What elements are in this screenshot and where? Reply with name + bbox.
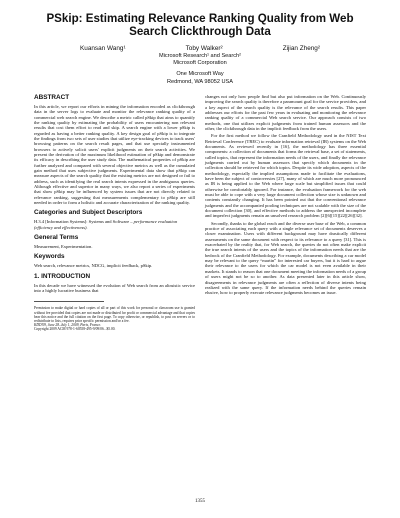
body-paragraph: For the first method we follow the Cranfield Methodology used in the NIST Text Retrieval Conference (TREC) to evaluate information retrieval (IR) systems on the Web documents. As reviewed recently in [16], the methodology has three essential components: a collection of documents that forms the retrieval base, a set of statements, called topics, that represent the information needs of the users, and finally the relevance judgments carried out by human assessors that specify which documents in the collection should be retrieved for which topics. Despite its wide adoption, aspects of the methodology, especially the implied assumptions made to facilitate the evaluations, have been the subject of controversies [27], many of which are much more pronounced as IR is being applied to the Web where large scale but simplified issues that could otherwise be comfortably ignored. For instance, the evaluation framework for the web must be able to cope with a very large document collection whose size is unknown and contents constantly changing. It has been pointed out that the conventional relevance judgments and the accompanied pooling techniques are not scalable with the size of the document collection [30], and effective methods to address the unexpected incomplete and imperfect judgments remain an unsolved research problem [2][6][15][22][26][32].	[205, 133, 366, 219]
categories-heading: Categories and Subject Descriptors	[34, 209, 143, 217]
affiliation-line: Microsoft Research¹ and Search²	[158, 53, 242, 59]
introduction-heading: 1. INTRODUCTION	[34, 272, 91, 280]
two-column-body	[34, 94, 366, 332]
affiliation-line: One Microsoft Way	[176, 71, 224, 78]
right-column	[205, 94, 366, 332]
general-terms-text: Measurement, Experimentation.	[34, 244, 93, 250]
introduction-text: In this decade we have witnessed the evolution of Web search from an altruistic service into a highly lucrative business that	[34, 282, 195, 294]
author-name: Toby Walker²	[185, 45, 223, 52]
categories-italic: performance evaluation (efficiency and effectiveness).	[34, 219, 178, 230]
copyright-line: Copyright 2009 ACM 978-1-60558-495-9/09/06...$5.00.	[34, 327, 116, 332]
author-name: Zijian Zheng²	[282, 45, 320, 52]
abstract-text: In this article, we report our efforts in mining the information encoded as clickthrough data in the server logs to evaluate and monitor the relevance ranking quality of a commercial web search engine. We describe a metric called pSkip that aims to quantify the ranking quality by estimating the probability of users encountering non relevant results that cost them effort to read and skip. A search engine with a lower pSkip is regarded as having a better ranking quality. A key design goal of pSkip is to integrate the findings from two sets of user studies that utilize eye-tracking devices to track users' browsing patterns on the search result pages, and that use specially instrumented browsers to actively solicit users' explicit judgments on their search activities. We present the derivation of the maximum likelihood estimation of pSkip and demonstrate its efficacy in describing the user study data. The mathematical properties of pSkip are further analyzed and compared with several objective metrics as well as the cumulated gain method that uses subjective judgments. Experimental data show that pSkip can measure aspects of the search quality that the existing metrics are not designed or fail to address, such as identifying the real search intents expressed in the ambiguous queries. Although effective and superior in many ways, we also report a series of experiments that show pSkip may be influenced by system issues that are not directly related to relevance ranking, suggesting that measurements complementary to pSkip are still needed in order to form a holistic and accurate characterization of the ranking quality.	[34, 103, 195, 205]
author-block	[34, 45, 366, 86]
page-number: 1355	[195, 499, 205, 504]
affiliation-line: Redmond, WA 98052 USA	[166, 78, 234, 85]
affiliation-line: Microsoft Corporation	[173, 60, 227, 67]
author-names	[34, 45, 366, 53]
author-name: Kuansan Wang¹	[80, 45, 126, 52]
permission-footnote	[34, 306, 195, 331]
abstract-heading: ABSTRACT	[34, 93, 70, 101]
left-column	[34, 94, 195, 332]
paper-title: PSkip: Estimating Relevance Ranking Quality from Web Search Clickthrough Data	[46, 12, 354, 38]
footnote-rule	[34, 301, 104, 304]
affiliation	[34, 53, 366, 86]
body-paragraph: changes not only how people find but also put information on the Web. Continuously improving the search quality is therefore a paramount goal for the service providers, and a key aspect of the search quality is the relevance of the search results. This paper addresses our efforts for the past few years in evaluating and monitoring the relevance ranking quality of a commercial Web search service. Our approach consists of two methods, one that utilizes explicit judgments from trained human assessors and the other, the clickthrough data in the implicit feedback from the users.	[205, 93, 366, 131]
categories-plain: H.3.4 [Information Systems]: Systems and Software –	[34, 219, 134, 225]
categories-text	[34, 219, 195, 230]
keywords-heading: Keywords	[34, 253, 65, 261]
keywords-text: Web search, relevance metrics, NDCG, implicit feedback, pSkip.	[34, 263, 153, 269]
body-paragraph: Secondly, thanks to the global reach and the diverse user base of the Web, a common practice of associating each query with a single relevance set of documents deserves a closer examination. Users with different background may have drastically different assessments on the same document with respect to its relevance to a query [31]. This is exacerbated by the reality that, for Web search, the queries do not often make explicit the true search intents of the users and the topics of the information needs that are the bedrock of the Cranfield Methodology. For example, documents describing a car model may be relevant to the query “martin” for interested car buyers, but it is hard to argue their relevance to the users for which the car model is not even available in their markets. It stands to reason that one document meeting the information needs of a group of users might not be so to another. As data presented later in this article show, disagreements in relevance judgments are often a reflection of diverse intents being realized with the same query. If the information needs behind the queries remain elusive, how to properly execute relevance judgments becomes an issue.	[205, 220, 366, 296]
permission-text: Permission to make digital or hard copies of all or part of this work for personal or classroom use is granted without fee provided that copies are not made or distributed for profit or commercial advantage and that copies bear this notice and the full citation on the first page. To copy otherwise, or republish, to post on servers or to redistribute to lists, requires prior specific permission and/or a fee.	[34, 306, 195, 324]
general-terms-heading: General Terms	[34, 234, 79, 242]
venue-line: KDD'09, June 28–July 1, 2009, Paris, France.	[34, 323, 102, 328]
